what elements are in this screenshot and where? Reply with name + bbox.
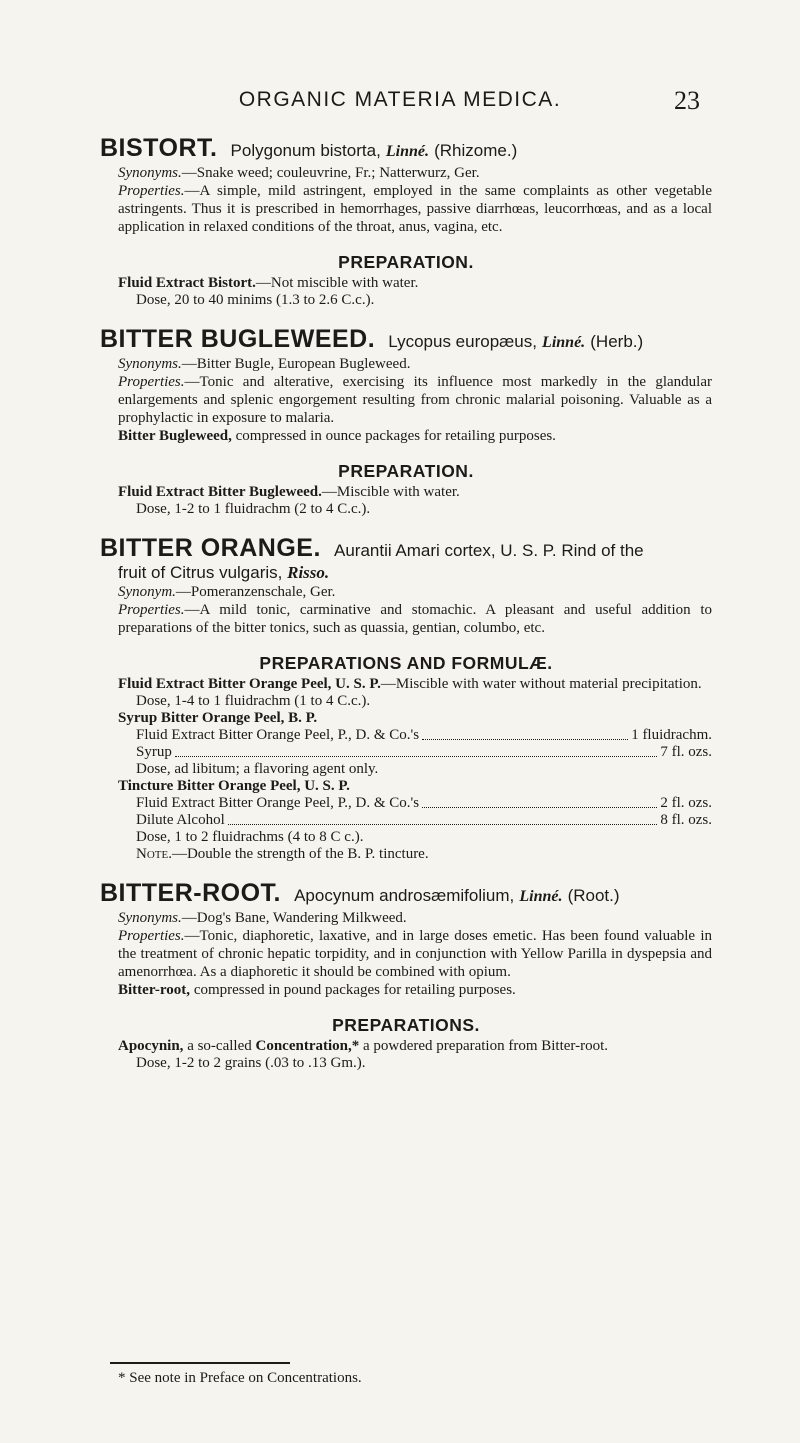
formula-row [136, 727, 712, 744]
entry-heading [100, 879, 712, 907]
quantity: 2 fl. ozs. [660, 795, 712, 811]
synonyms-label: Synonyms. [118, 356, 182, 372]
retail-note: Bitter Bugleweed, compressed in ounce packages for retailing purposes. [118, 428, 556, 444]
preparation-item: Apocynin, a so-called Concentration,* a powdered preparation from Bitter-root. Dose, 1-2 to 2 grains (.03 to .13 Gm.). [118, 1038, 712, 1072]
note: Note.—Double the strength of the B. P. tincture. [136, 846, 429, 862]
dose: Dose, 1 to 2 fluidrachms (4 to 8 C c.). [136, 829, 364, 845]
quantity: 8 fl. ozs. [660, 812, 712, 828]
entry-bitter-root [100, 879, 712, 1072]
latin-name: Aurantii Amari cortex, U. S. P. Rind of the [334, 541, 644, 560]
properties-label: Properties. [118, 928, 185, 944]
entry-bitter-orange [100, 534, 712, 863]
properties: Properties.—Tonic and alterative, exercising its influence most markedly in the glandular enlargements and splenic engorgement resulting from chronic malarial poisoning. Valuable as a prophylactic in exposure to malaria. [118, 374, 712, 426]
headword: BITTER-ROOT. [100, 879, 281, 907]
author: Linné. [519, 888, 563, 905]
ingredient: Fluid Extract Bitter Orange Peel, P., D. & Co.'s [136, 795, 420, 811]
note-label: Note. [136, 846, 172, 862]
headword: BITTER ORANGE. [100, 534, 321, 562]
ingredient: Syrup [136, 744, 172, 760]
quantity: 7 fl. ozs. [660, 744, 712, 760]
author: Linné. [385, 143, 430, 160]
properties: Properties.—A simple, mild astringent, employed in the same complaints as other vegetable astringents. Thus it is prescribed in hemorrhages, passive diarrhœas, leucorrhœas, and as a local application in relaxed conditions of the throat, anus, vagina, etc. [118, 183, 712, 235]
retail-note: Bitter-root, compressed in pound packages for retailing purposes. [118, 982, 516, 998]
entry-heading [100, 134, 712, 162]
preparation-item: Fluid Extract Bistort.—Not miscible with water. Dose, 20 to 40 minims (1.3 to 2.6 C.c.). [118, 275, 712, 309]
dose: Dose, 1-4 to 1 fluidrachm (1 to 4 C.c.). [136, 693, 371, 709]
page-number: 23 [674, 86, 700, 115]
plant-part: (Herb.) [590, 332, 644, 351]
entry-bitter-bugleweed [100, 325, 712, 518]
formula-row [136, 744, 712, 761]
synonyms: Synonyms.—Bitter Bugle, European Bugleweed. [118, 356, 411, 372]
preparation-heading: PREPARATIONS. [332, 1015, 480, 1035]
plant-part: (Rhizome.) [434, 141, 518, 160]
formula [136, 795, 712, 863]
preparation-heading: PREPARATIONS AND FORMULÆ. [259, 653, 553, 673]
formula-row [136, 812, 712, 829]
preparation-item: Fluid Extract Bitter Orange Peel, U. S. P.—Miscible with water without material precipitation. Dose, 1-4 to 1 fluidrachm (1 to 4 C.c.). [118, 676, 712, 710]
leader-dots [422, 727, 628, 740]
preparation-heading: PREPARATION. [338, 461, 474, 481]
leader-dots [422, 795, 657, 808]
properties-label: Properties. [118, 374, 185, 390]
leader-dots [175, 744, 657, 757]
dose: Dose, 1-2 to 1 fluidrachm (2 to 4 C.c.). [136, 501, 371, 517]
preparation-name: Apocynin, [118, 1038, 184, 1054]
page-content [100, 134, 712, 1092]
footnote-rule [110, 1362, 290, 1364]
entry-bistort [100, 134, 712, 309]
properties: Properties.—A mild tonic, carminative and stomachic. A pleasant and useful addition to preparations of the bitter tonics, such as quassia, gentian, columbo, etc. [118, 602, 712, 636]
synonyms-label: Synonyms. [118, 910, 182, 926]
preparation-heading: PREPARATION. [338, 252, 474, 272]
latin-name-continued: fruit of Citrus vulgaris, Risso. [118, 563, 330, 582]
dose: Dose, ad libitum; a flavoring agent only. [136, 761, 379, 777]
synonyms: Synonyms.—Dog's Bane, Wandering Milkweed. [118, 910, 407, 926]
dose: Dose, 1-2 to 2 grains (.03 to .13 Gm.). [136, 1055, 366, 1071]
author: Linné. [542, 334, 586, 351]
synonyms-label: Synonym. [118, 584, 176, 600]
synonyms: Synonym.—Pomeranzenschale, Ger. [118, 584, 336, 600]
entry-heading [100, 534, 712, 562]
properties: Properties.—Tonic, diaphoretic, laxative, and in large doses emetic. Has been found valuable in the treatment of chronic hepatic torpidity, and in conjunction with Yellow Parilla in dyspepsia and amenorrhœa. As a diaphoretic it should be combined with opium. [118, 928, 712, 980]
author: Risso. [287, 563, 330, 582]
footnote: * See note in Preface on Concentrations. [118, 1370, 362, 1386]
headword: BITTER BUGLEWEED. [100, 325, 376, 353]
preparation-name: Fluid Extract Bitter Orange Peel, U. S. P. [118, 676, 381, 692]
plant-part: (Root.) [567, 886, 620, 905]
ingredient: Fluid Extract Bitter Orange Peel, P., D. & Co.'s [136, 727, 420, 743]
entry-heading [100, 325, 712, 353]
preparation-item [118, 710, 712, 727]
synonyms-label: Synonyms. [118, 165, 182, 181]
synonyms: Synonyms.—Snake weed; couleuvrine, Fr.; Natterwurz, Ger. [118, 165, 480, 181]
running-head: ORGANIC MATERIA MEDICA. [238, 88, 562, 111]
headword: BISTORT. [100, 134, 218, 162]
formula [136, 727, 712, 778]
quantity: 1 fluidrachm. [631, 727, 712, 743]
latin-name: Polygonum bistorta, [230, 141, 381, 160]
dose: Dose, 20 to 40 minims (1.3 to 2.6 C.c.). [136, 292, 375, 308]
preparation-name: Fluid Extract Bitter Bugleweed. [118, 484, 322, 500]
preparation-name: Syrup Bitter Orange Peel, B. P. [118, 710, 318, 726]
preparation-item: Fluid Extract Bitter Bugleweed.—Miscible with water. Dose, 1-2 to 1 fluidrachm (2 to 4 C.c.). [118, 484, 712, 518]
latin-name: Lycopus europæus, [388, 332, 537, 351]
ingredient: Dilute Alcohol [136, 812, 225, 828]
leader-dots [228, 812, 658, 825]
latin-name: Apocynum androsæmifolium, [294, 886, 515, 905]
preparation-item [118, 778, 712, 795]
preparation-name: Tincture Bitter Orange Peel, U. S. P. [118, 778, 350, 794]
properties-label: Properties. [118, 602, 185, 618]
formula-row [136, 795, 712, 812]
preparation-name: Fluid Extract Bistort. [118, 275, 256, 291]
properties-label: Properties. [118, 183, 185, 199]
